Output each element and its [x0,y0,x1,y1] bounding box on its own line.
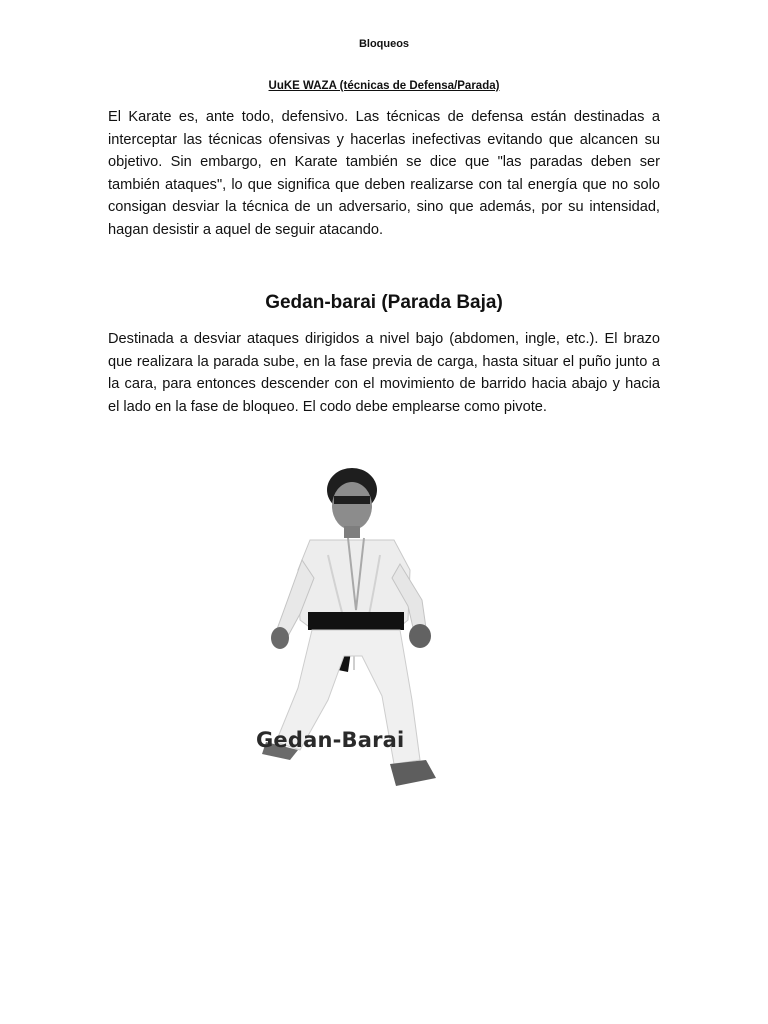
header-title: Bloqueos [358,38,410,50]
section-subtitle: UuKE WAZA (técnicas de Defensa/Parada) [268,80,500,92]
figure-caption: Gedan-Barai [256,728,405,752]
section-heading: Gedan-barai (Parada Baja) [265,292,503,313]
section-paragraph: Destinada a desviar ataques dirigidos a nivel bajo (abdomen, ingle, etc.). El brazo que realizara la parada sube, en la fase previa de carga, hasta situar el puño junto a la cara, para entonces descender con el movimiento de barrido hacia abajo y hacia el lado en la fase de bloqueo. El codo debe emplearse como pivote. [108,331,660,415]
intro-paragraph: El Karate es, ante todo, defensivo. Las técnicas de defensa están destinadas a interceptar las técnicas ofensivas y hacerlas inefectivas evitando que alcancen su objetivo. Sin embargo, en Karate también se dice que "las paradas deben ser también ataques", lo que significa que deben realizarse con tal energía que no solo consigan desviar la técnica de un adversario, sino que además, por su intensidad, hagan desistir a aquel de seguir atacando. [108,109,660,238]
